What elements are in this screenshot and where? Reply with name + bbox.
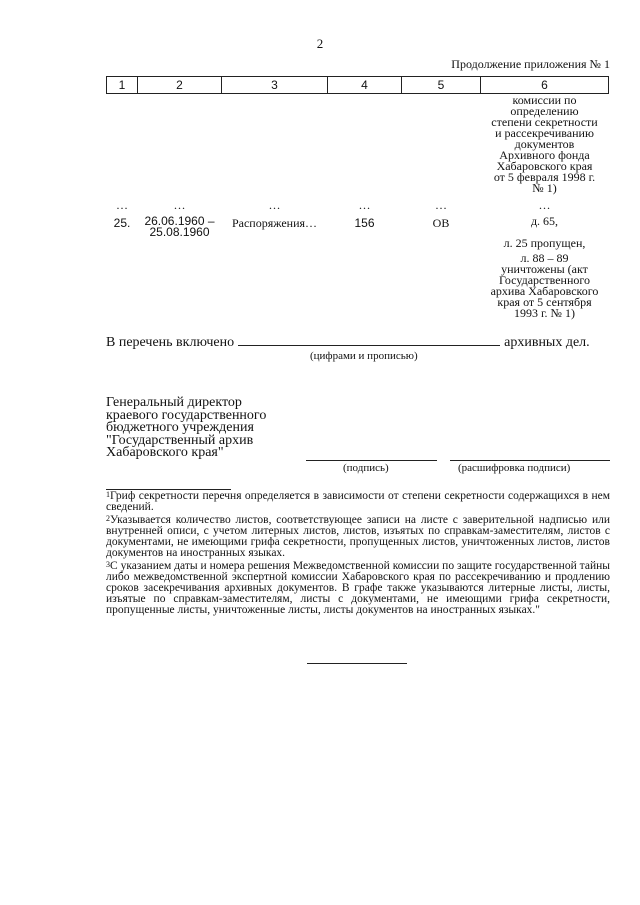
- column-header-2: 2: [138, 77, 222, 94]
- included-blank-line: [238, 333, 500, 346]
- row-dates: 26.06.1960 – 25.08.1960: [144, 214, 215, 239]
- archive-table: [106, 76, 609, 319]
- ellipsis: …: [538, 198, 551, 212]
- row-sheet-count: 156: [354, 216, 375, 230]
- footnote-3: $^3$С указанием даты и номера решения Межведомственной комиссии по защите государственной тайны либо межведомственной экспертной комиссии Хабаровского края по рассекречиванию и продлению сроков засекречивания архивных документов. В графе также указываются литерные листы, листы, изъятые по справкам-заместителям, листы с документами, не имеющими грифа секретности, пропущенные листы, уничтоженные листы, листы документов на иностранных языках.": [106, 560, 610, 616]
- included-label: В перечень включено: [106, 335, 235, 350]
- column-header-6: 6: [481, 77, 609, 94]
- ellipsis: …: [435, 198, 447, 212]
- page-number: 2: [316, 36, 324, 51]
- signature-decode-hint: (расшифровка подписи): [458, 462, 571, 474]
- footnote-1: $^1$Гриф секретности перечня определяется в зависимости от степени секретности содержащихся в нем сведений.: [106, 490, 610, 513]
- ellipsis: …: [116, 198, 128, 212]
- director-title: Генеральный директор краевого государственного бюджетного учреждения "Государственный архив Хабаровского края": [106, 395, 267, 460]
- column-header-3: 3: [222, 77, 328, 94]
- continuation-header: Продолжение приложения № 1: [451, 57, 610, 71]
- signature-hint: (подпись): [343, 462, 389, 474]
- row-title: Распоряжения…: [231, 216, 318, 230]
- footnotes: [106, 491, 610, 618]
- column-header-1: 1: [107, 77, 138, 94]
- row-secrecy-mark: ОВ: [432, 216, 450, 230]
- ellipsis: …: [173, 198, 186, 212]
- included-statement: [106, 333, 610, 351]
- included-hint: (цифрами и прописью): [310, 350, 418, 362]
- included-suffix: архивных дел.: [504, 335, 590, 350]
- signature-decode-line: [450, 460, 610, 461]
- signature-line: [306, 460, 437, 461]
- column-header-4: 4: [328, 77, 402, 94]
- carry-over-row: [107, 94, 609, 195]
- ellipsis: …: [268, 198, 281, 212]
- table-header-row: [107, 77, 609, 94]
- footnote-2: $^2$Указывается количество листов, соответствующее записи на листе с заверительной надписью или внутренней описи, с учетом литерных листов, листов, изъятых по справкам-заместителям, листов с документами, не имеющими грифа секретности, пропущенных листов, уничтоженных листов, листов документов на иностранных языках.: [106, 514, 610, 559]
- ellipsis-row: [107, 194, 609, 213]
- row-note: д. 65, л. 25 пропущен, л. 88 – 89 уничтожены (акт Государственного архива Хабаровского края от 5 сентября 1993 г. № 1): [490, 214, 599, 320]
- column-header-5: 5: [402, 77, 481, 94]
- carry-over-note: комиссии по определению степени секретности и рассекречиванию документов Архивного фонда Хабаровского края от 5 февраля 1998 г. № 1): [491, 93, 598, 195]
- table-row: [107, 213, 609, 319]
- end-separator: [307, 663, 407, 664]
- row-number: 25.: [113, 216, 131, 230]
- ellipsis: …: [358, 198, 371, 212]
